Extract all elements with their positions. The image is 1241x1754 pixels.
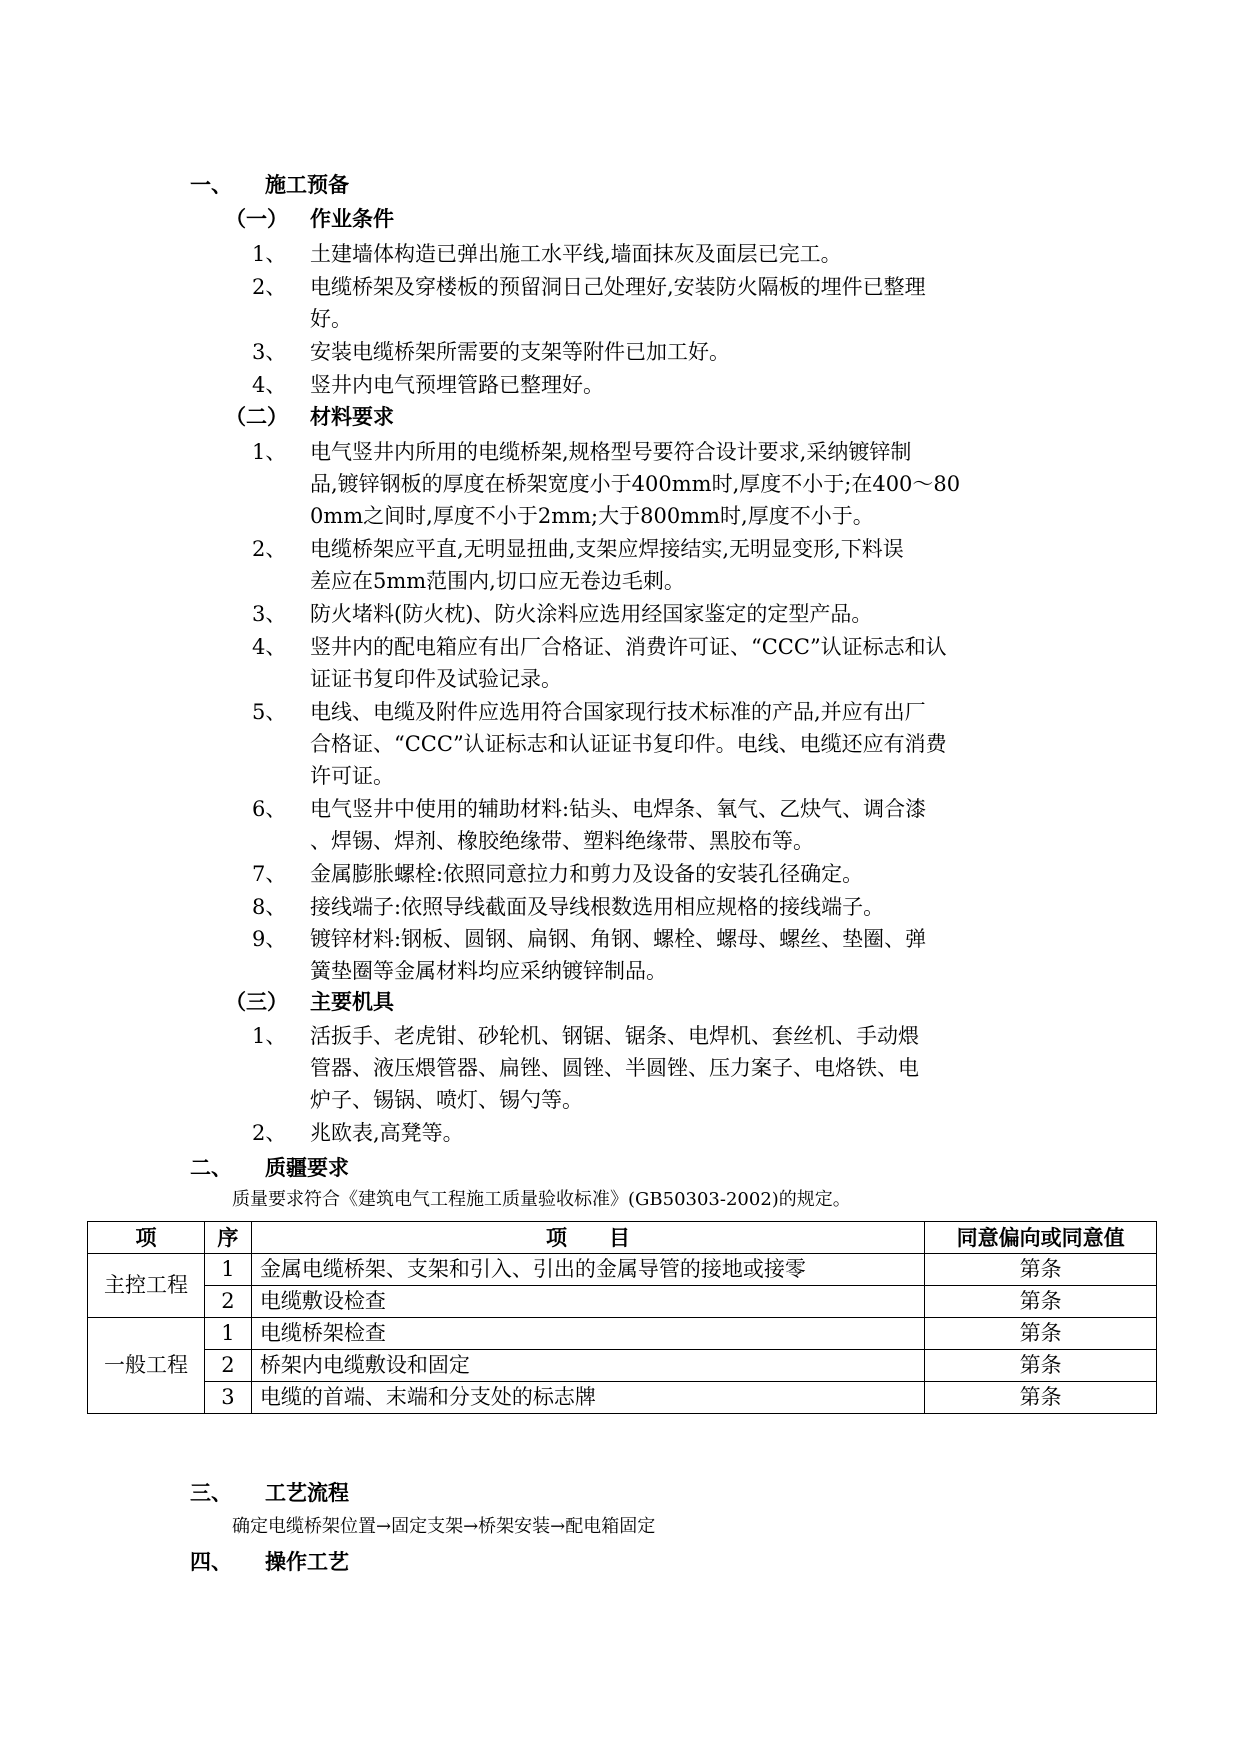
section-title: 操作工艺	[265, 1549, 349, 1574]
subsection-2-heading	[225, 403, 394, 431]
process-flow-text: 确定电缆桥架位置→固定支架→桥架安装→配电箱固定	[232, 1516, 656, 1537]
list-item	[252, 1020, 1082, 1116]
item-text: 电线、电缆及附件应选用符合国家现行技术标准的产品,并应有出厂 合格证、“CCC”认证标志和认证证书复印件。电线、电缆还应有消费 许可证。	[310, 700, 947, 788]
section-number: 二、	[190, 1155, 232, 1180]
subsection-title: 作业条件	[310, 206, 394, 231]
item-number: 1、	[252, 242, 287, 266]
header-category: 项	[88, 1222, 205, 1254]
item-text: 电缆桥架应平直,无明显扭曲,支架应焊接结实,无明显变形,下料误 差应在5mm范围内,切口应无卷边毛刺。	[310, 537, 904, 593]
table-row	[88, 1350, 1157, 1382]
list-item	[252, 858, 1082, 890]
item-text: 电气竖井中使用的辅助材料:钻头、电焊条、氧气、乙炔气、调合漆 、焊锡、焊剂、橡胶绝缘带、塑料绝缘带、黑胶布等。	[310, 797, 927, 853]
item-number: 4、	[252, 373, 287, 397]
row-seq: 2	[204, 1286, 251, 1318]
list-item	[252, 891, 1082, 923]
group-label: 一般工程	[88, 1318, 205, 1414]
group-label: 主控工程	[88, 1254, 205, 1318]
row-item: 电缆的首端、末端和分支处的标志牌	[251, 1382, 924, 1414]
subsection-title: 主要机具	[310, 989, 394, 1014]
item-number: 2、	[252, 275, 287, 299]
list-item	[252, 436, 1082, 532]
table-row	[88, 1254, 1157, 1286]
list-item	[252, 271, 1082, 335]
item-number: 3、	[252, 602, 287, 626]
item-number: 5、	[252, 700, 287, 724]
item-text: 电缆桥架及穿楼板的预留洞日己处理好,安装防火隔板的埋件已整理 好。	[310, 275, 926, 331]
list-item	[252, 238, 1082, 270]
section-title: 质疆要求	[265, 1155, 349, 1180]
item-text: 土建墙体构造已弹出施工水平线,墙面抹灰及面层已完工。	[310, 242, 842, 266]
table-row	[88, 1318, 1157, 1350]
header-seq: 序	[204, 1222, 251, 1254]
item-text: 兆欧表,高凳等。	[310, 1121, 464, 1145]
header-item: 项 目	[251, 1222, 924, 1254]
row-value: 第条	[925, 1382, 1157, 1414]
item-text: 金属膨胀螺栓:依照同意拉力和剪力及设备的安装孔径确定。	[310, 862, 864, 886]
list-item	[252, 631, 1082, 695]
row-seq: 3	[204, 1382, 251, 1414]
subsection-number: （二）	[225, 404, 288, 429]
row-value: 第条	[925, 1286, 1157, 1318]
row-value: 第条	[925, 1254, 1157, 1286]
section-2-heading	[190, 1154, 349, 1182]
row-item: 桥架内电缆敷设和固定	[251, 1350, 924, 1382]
subsection-1-heading	[225, 205, 394, 233]
item-number: 2、	[252, 1121, 287, 1145]
row-value: 第条	[925, 1318, 1157, 1350]
row-seq: 1	[204, 1254, 251, 1286]
list-item	[252, 696, 1082, 792]
section-3-heading	[190, 1479, 349, 1507]
item-number: 4、	[252, 635, 287, 659]
subsection-number: （一）	[225, 206, 288, 231]
quality-table	[87, 1221, 1157, 1414]
section-title: 工艺流程	[265, 1480, 349, 1505]
quality-standard-text: 质量要求符合《建筑电气工程施工质量验收标准》(GB50303-2002)的规定。	[232, 1189, 851, 1210]
item-text: 竖井内的配电箱应有出厂合格证、消费许可证、“CCC”认证标志和认 证证书复印件及试验记录。	[310, 635, 947, 691]
item-number: 2、	[252, 537, 287, 561]
item-text: 安装电缆桥架所需要的支架等附件已加工好。	[310, 340, 730, 364]
subsection-number: （三）	[225, 989, 288, 1014]
item-number: 3、	[252, 340, 287, 364]
table-row	[88, 1286, 1157, 1318]
list-item	[252, 369, 1082, 401]
header-value: 同意偏向或同意值	[925, 1222, 1157, 1254]
row-item: 金属电缆桥架、支架和引入、引出的金属导管的接地或接零	[251, 1254, 924, 1286]
list-item	[252, 793, 1082, 857]
item-number: 7、	[252, 862, 287, 886]
item-text: 活扳手、老虎钳、砂轮机、钢锯、锯条、电焊机、套丝机、手动煨 管器、液压煨管器、扁锉、圆锉、半圆锉、压力案子、电烙铁、电 炉子、锡锅、喷灯、锡勺等。	[310, 1024, 919, 1112]
section-number: 一、	[190, 172, 232, 197]
row-seq: 2	[204, 1350, 251, 1382]
item-text: 接线端子:依照导线截面及导线根数选用相应规格的接线端子。	[310, 895, 885, 919]
list-item	[252, 533, 1082, 597]
section-title: 施工预备	[265, 172, 349, 197]
subsection-3-heading	[225, 988, 394, 1016]
list-item	[252, 598, 1082, 630]
row-value: 第条	[925, 1350, 1157, 1382]
list-item	[252, 1117, 1082, 1149]
list-item	[252, 336, 1082, 368]
section-1-heading	[190, 171, 349, 199]
row-seq: 1	[204, 1318, 251, 1350]
list-item	[252, 923, 1082, 987]
section-number: 三、	[190, 1480, 232, 1505]
table-row	[88, 1382, 1157, 1414]
section-number: 四、	[190, 1549, 232, 1574]
row-item: 电缆敷设检查	[251, 1286, 924, 1318]
item-number: 8、	[252, 895, 287, 919]
item-text: 防火堵料(防火枕)、防火涂料应选用经国家鉴定的定型产品。	[310, 602, 873, 626]
item-number: 1、	[252, 440, 287, 464]
item-text: 竖井内电气预埋管路已整理好。	[310, 373, 604, 397]
subsection-title: 材料要求	[310, 404, 394, 429]
row-item: 电缆桥架检查	[251, 1318, 924, 1350]
section-4-heading	[190, 1548, 349, 1576]
item-text: 镀锌材料:钢板、圆钢、扁钢、角钢、螺栓、螺母、螺丝、垫圈、弹 簧垫圈等金属材料均应采纳镀锌制品。	[310, 927, 927, 983]
item-number: 9、	[252, 927, 287, 951]
item-number: 6、	[252, 797, 287, 821]
item-text: 电气竖井内所用的电缆桥架,规格型号要符合设计要求,采纳镀锌制 品,镀锌钢板的厚度在桥架宽度小于400mm时,厚度不小于;在400～80 0mm之间时,厚度不小于2mm;大于800mm时,厚度不小于。	[310, 440, 961, 528]
table-header-row	[88, 1222, 1157, 1254]
item-number: 1、	[252, 1024, 287, 1048]
